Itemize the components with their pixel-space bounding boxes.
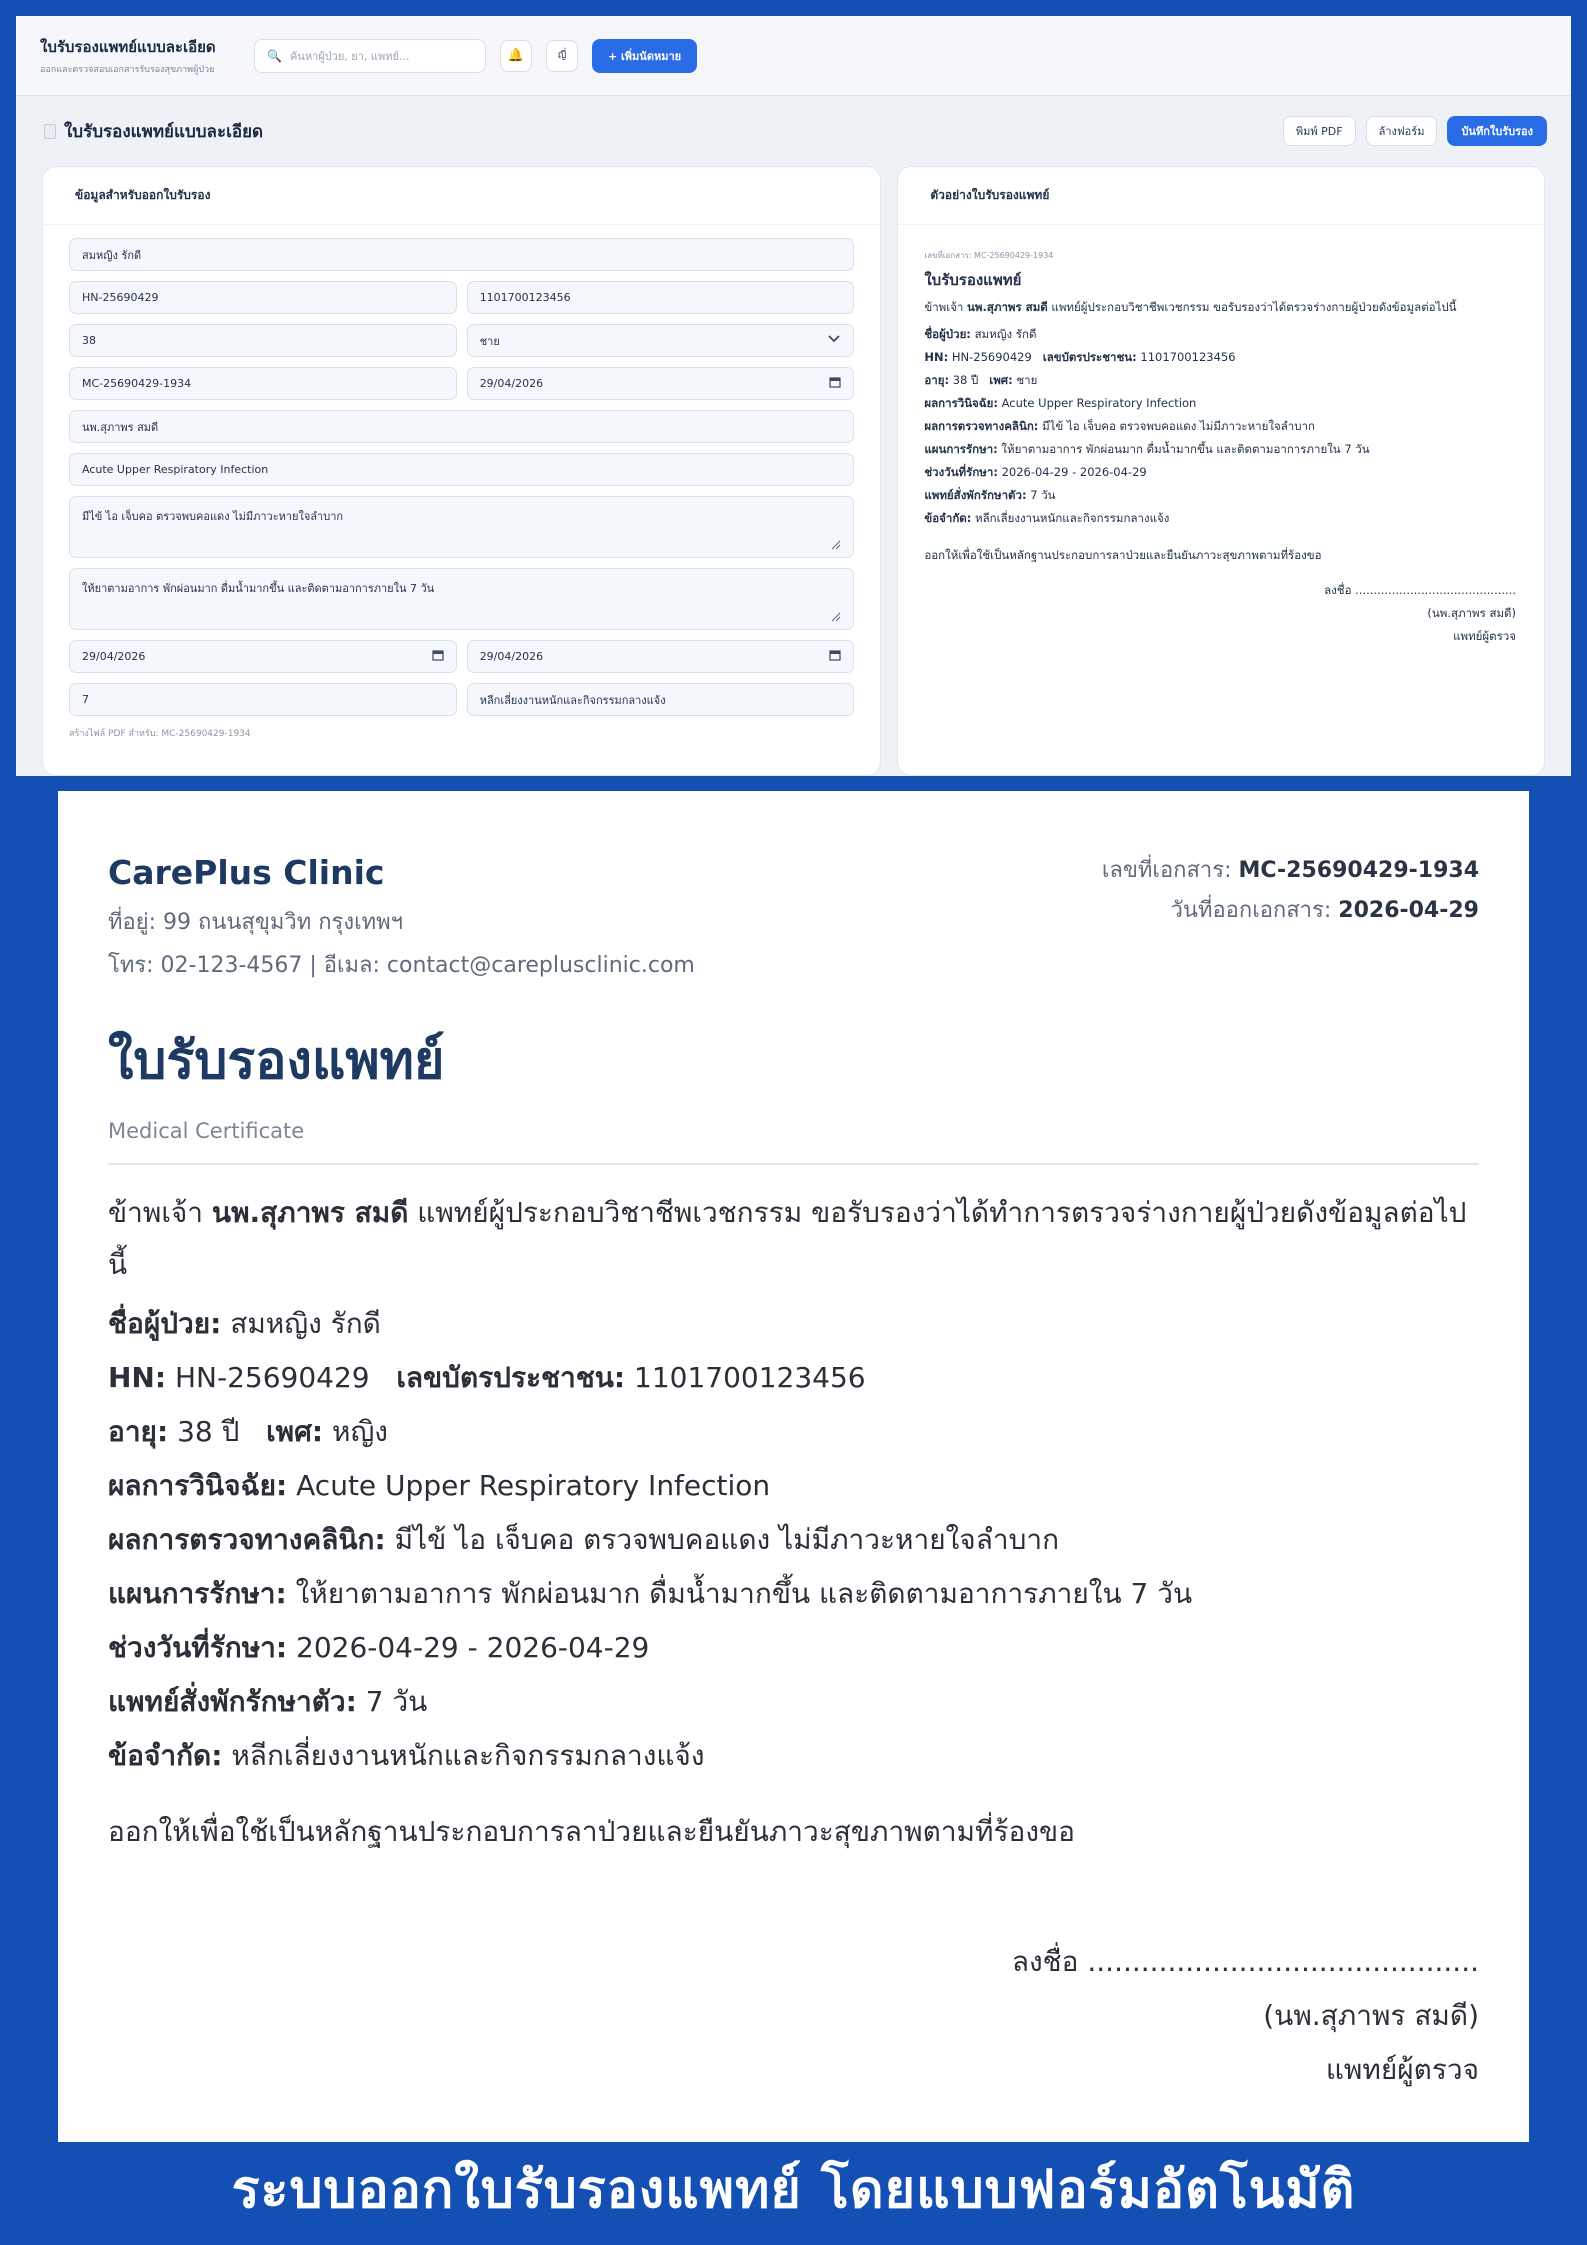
clinical-findings-value: มีไข้ ไอ เจ็บคอ ตรวจพบคอแดง ไม่มีภาวะหายใจลำบาก bbox=[82, 510, 344, 523]
signature-role: แพทย์ผู้ตรวจ bbox=[1325, 2053, 1479, 2086]
doc-number-field[interactable]: MC-25690429-1934 bbox=[69, 367, 457, 400]
issue-date-label: วันที่ออกเอกสาร: bbox=[1170, 898, 1339, 923]
value: มีไข้ ไอ เจ็บคอ ตรวจพบคอแดง ไม่มีภาวะหายใจลำบาก bbox=[394, 1523, 1060, 1556]
certificate-closing: ออกให้เพื่อใช้เป็นหลักฐานประกอบการลาป่วยและยืนยันภาวะสุขภาพตามที่ร้องขอ bbox=[108, 1815, 1075, 1848]
label: ผลการวินิจฉัย: bbox=[924, 396, 998, 410]
gender-select-value: ชาย bbox=[479, 334, 500, 348]
label: แพทย์สั่งพักรักษาตัว: bbox=[108, 1685, 357, 1718]
page-title bbox=[44, 118, 263, 145]
value: HN-25690429 bbox=[174, 1361, 370, 1394]
signature-name: (นพ.สุภาพร สมดี) bbox=[1263, 1999, 1479, 2032]
preview-age-row bbox=[924, 369, 1516, 392]
label: ข้อจำกัด: bbox=[108, 1739, 223, 1772]
findings-row bbox=[108, 1513, 1479, 1567]
preview-hn-row bbox=[924, 346, 1516, 369]
banner-caption: ระบบออกใบรับรองแพทย์ โดยแบบฟอร์มอัตโนมัติ bbox=[231, 2160, 1356, 2220]
issue-date-row bbox=[1102, 891, 1479, 931]
label: HN: bbox=[108, 1361, 167, 1394]
value: 38 ปี bbox=[177, 1415, 240, 1448]
doc-number-label: เลขที่เอกสาร: bbox=[1101, 858, 1239, 883]
document-icon bbox=[44, 124, 56, 139]
diagnosis-field[interactable]: Acute Upper Respiratory Infection bbox=[69, 453, 854, 486]
clinic-address: ที่อยู่: 99 ถนนสุขุมวิท กรุงเทพฯ bbox=[108, 910, 403, 935]
label: อายุ: bbox=[108, 1415, 169, 1448]
preview-body bbox=[898, 225, 1544, 648]
certificate-signature bbox=[108, 1935, 1479, 2097]
search-input[interactable] bbox=[254, 39, 486, 73]
form-body bbox=[43, 225, 880, 740]
calendar-icon[interactable] bbox=[432, 649, 444, 664]
label: ช่วงวันที่รักษา: bbox=[108, 1631, 288, 1664]
label: ชื่อผู้ป่วย: bbox=[924, 327, 971, 341]
plan-row bbox=[108, 1567, 1479, 1621]
new-appointment-button[interactable]: + เพิ่มนัดหมาย bbox=[592, 39, 697, 73]
divider bbox=[108, 1163, 1479, 1165]
value: ให้ยาตามอาการ พักผ่อนมาก ดื่มน้ำมากขึ้น และติดตามอาการภายใน 7 วัน bbox=[295, 1577, 1193, 1610]
calendar-icon[interactable] bbox=[829, 376, 841, 391]
preview-rest-row bbox=[924, 484, 1516, 507]
value: สมหญิง รักดี bbox=[230, 1307, 381, 1340]
clinic-info bbox=[108, 851, 695, 982]
id-card-field[interactable]: 1101700123456 bbox=[467, 281, 855, 314]
clinical-findings-textarea[interactable] bbox=[69, 496, 854, 558]
value: หลีกเลี่ยงงานหนักและกิจกรรมกลางแจ้ง bbox=[975, 511, 1170, 525]
preview-title: ใบรับรองแพทย์ bbox=[924, 271, 1022, 289]
preview-intro bbox=[924, 296, 1516, 319]
period-row bbox=[108, 1621, 1479, 1675]
hn-row bbox=[108, 1351, 1479, 1405]
search-icon: 🔍 bbox=[267, 48, 282, 63]
signature-name: (นพ.สุภาพร สมดี) bbox=[1427, 606, 1516, 620]
intro-a: ข้าพเจ้า bbox=[108, 1196, 212, 1229]
value: 7 วัน bbox=[365, 1685, 428, 1718]
clinic-name: CarePlus Clinic bbox=[108, 853, 385, 892]
panels bbox=[42, 166, 1545, 776]
intro-b: แพทย์ผู้ประกอบวิชาชีพเวชกรรม ขอรับรองว่าได้ทำการตรวจร่างกายผู้ป่วยดังข้อมูลต่อไปนี้ bbox=[108, 1196, 1467, 1281]
start-date-value: 29/04/2026 bbox=[82, 650, 146, 663]
rest-days-field[interactable]: 7 bbox=[69, 683, 457, 716]
value: 2026-04-29 - 2026-04-29 bbox=[296, 1631, 650, 1664]
end-date-field[interactable] bbox=[467, 640, 855, 673]
calendar-icon[interactable] bbox=[829, 649, 841, 664]
hn-field[interactable]: HN-25690429 bbox=[69, 281, 457, 314]
clinic-contact: โทร: 02-123-4567 | อีเมล: contact@careplusclinic.com bbox=[108, 953, 695, 978]
clear-form-button[interactable]: ล้างฟอร์ม bbox=[1366, 116, 1438, 146]
treatment-plan-value: ให้ยาตามอาการ พักผ่อนมาก ดื่มน้ำมากขึ้น และติดตามอาการภายใน 7 วัน bbox=[82, 582, 435, 595]
label: เลขบัตรประชาชน: bbox=[396, 1361, 626, 1394]
doctor-field[interactable]: นพ.สุภาพร สมดี bbox=[69, 410, 854, 443]
label: เพศ: bbox=[989, 373, 1013, 387]
value: HN-25690429 bbox=[951, 350, 1032, 364]
preview-intro-doctor: นพ.สุภาพร สมดี bbox=[967, 300, 1048, 314]
label: แผนการรักษา: bbox=[108, 1577, 287, 1610]
value: 38 ปี bbox=[952, 373, 979, 387]
certificate-title: ใบรับรองแพทย์ bbox=[108, 1031, 445, 1091]
signature-line: ลงชื่อ ............................................ bbox=[1011, 1945, 1479, 1978]
preview-closing: ออกให้เพื่อใช้เป็นหลักฐานประกอบการลาป่วยและยืนยันภาวะสุขภาพตามที่ร้องขอ bbox=[924, 548, 1322, 562]
signature-line: ลงชื่อ ............................................ bbox=[1324, 583, 1516, 597]
resize-handle-icon[interactable] bbox=[831, 540, 841, 553]
app-brand bbox=[40, 35, 240, 76]
chevron-down-icon bbox=[827, 334, 841, 347]
form-panel bbox=[42, 166, 881, 776]
print-pdf-button[interactable]: พิมพ์ PDF bbox=[1283, 116, 1356, 146]
label: อายุ: bbox=[924, 373, 950, 387]
doc-number-row bbox=[1102, 851, 1479, 891]
bell-icon: 🔔 bbox=[507, 48, 525, 63]
end-date-value: 29/04/2026 bbox=[479, 650, 544, 663]
value: Acute Upper Respiratory Infection bbox=[296, 1469, 771, 1502]
page-title-text: ใบรับรองแพทย์แบบละเอียด bbox=[64, 121, 264, 142]
label: ชื่อผู้ป่วย: bbox=[108, 1307, 222, 1340]
preview-panel bbox=[897, 166, 1545, 776]
label: ผลการวินิจฉัย: bbox=[108, 1469, 288, 1502]
value: 7 วัน bbox=[1030, 488, 1056, 502]
diagnosis-row bbox=[108, 1459, 1479, 1513]
app-subtitle: ออกและตรวจสอบเอกสารรับรองสุขภาพผู้ป่วย bbox=[40, 65, 215, 75]
value: Acute Upper Respiratory Infection bbox=[1001, 396, 1197, 410]
label: ผลการตรวจทางคลินิก: bbox=[108, 1523, 386, 1556]
value: ให้ยาตามอาการ พักผ่อนมาก ดื่มน้ำมากขึ้น และติดตามอาการภายใน 7 วัน bbox=[1001, 442, 1370, 456]
patient-name-field[interactable]: สมหญิง รักดี bbox=[69, 238, 854, 271]
app-title: ใบรับรองแพทย์แบบละเอียด bbox=[40, 38, 216, 56]
search-placeholder: ค้นหาผู้ป่วย, ยา, แพทย์... bbox=[289, 49, 410, 63]
age-row bbox=[108, 1405, 1479, 1459]
preview-intro-b: แพทย์ผู้ประกอบวิชาชีพเวชกรรม ขอรับรองว่าได้ตรวจร่างกายผู้ป่วยดังข้อมูลต่อไปนี้ bbox=[1047, 300, 1457, 314]
language-button[interactable] bbox=[546, 40, 578, 72]
certificate-subtitle: Medical Certificate bbox=[108, 1119, 305, 1143]
notification-button[interactable] bbox=[500, 40, 532, 72]
certificate-zoom bbox=[58, 791, 1529, 2142]
signature-role: แพทย์ผู้ตรวจ bbox=[1453, 629, 1516, 643]
preview-diagnosis-row bbox=[924, 392, 1516, 415]
restriction-row bbox=[108, 1729, 1479, 1783]
document-meta bbox=[1102, 851, 1479, 982]
doc-number: MC-25690429-1934 bbox=[1238, 858, 1479, 883]
label: ช่วงวันที่รักษา: bbox=[924, 465, 998, 479]
value: ชาย bbox=[1016, 373, 1038, 387]
issue-date-value: 29/04/2026 bbox=[479, 377, 544, 390]
label: HN: bbox=[924, 350, 949, 364]
form-panel-heading: ข้อมูลสำหรับออกใบรับรอง bbox=[43, 167, 880, 225]
label: ผลการตรวจทางคลินิก: bbox=[924, 419, 1039, 433]
preview-panel-heading: ตัวอย่างใบรับรองแพทย์ bbox=[898, 167, 1544, 225]
start-date-field[interactable] bbox=[69, 640, 457, 673]
preview-patient-name-row bbox=[924, 323, 1516, 346]
certificate-body bbox=[108, 1187, 1479, 2097]
preview-signature bbox=[924, 579, 1516, 648]
page-header bbox=[16, 96, 1571, 166]
value: สมหญิง รักดี bbox=[974, 327, 1037, 341]
resize-handle-icon[interactable] bbox=[831, 612, 841, 625]
label: เลขบัตรประชาชน: bbox=[1042, 350, 1137, 364]
certificate-intro bbox=[108, 1187, 1479, 1291]
certificate-header bbox=[108, 851, 1479, 982]
preview-plan-row bbox=[924, 438, 1516, 461]
value: 1101700123456 bbox=[1140, 350, 1236, 364]
issue-date-field[interactable] bbox=[467, 367, 855, 400]
gender-select[interactable] bbox=[467, 324, 855, 357]
preview-findings-row bbox=[924, 415, 1516, 438]
language-label: ญี่ bbox=[557, 50, 567, 61]
value: หญิง bbox=[331, 1415, 388, 1448]
preview-restriction-row bbox=[924, 507, 1516, 530]
rest-row bbox=[108, 1675, 1479, 1729]
app-screenshot bbox=[16, 16, 1571, 776]
intro-doctor: นพ.สุภาพร สมดี bbox=[211, 1196, 409, 1229]
label: แพทย์สั่งพักรักษาตัว: bbox=[924, 488, 1027, 502]
label: แผนการรักษา: bbox=[924, 442, 998, 456]
pdf-note: สร้างไฟล์ PDF สำหรับ: MC-25690429-1934 bbox=[69, 729, 251, 739]
value: 1101700123456 bbox=[634, 1361, 866, 1394]
issue-date: 2026-04-29 bbox=[1338, 898, 1479, 923]
value: 2026-04-29 - 2026-04-29 bbox=[1001, 465, 1147, 479]
top-bar bbox=[16, 16, 1571, 96]
preview-intro-a: ข้าพเจ้า bbox=[924, 300, 968, 314]
preview-period-row bbox=[924, 461, 1516, 484]
restrictions-field[interactable]: หลีกเลี่ยงงานหนักและกิจกรรมกลางแจ้ง bbox=[467, 683, 855, 716]
label: ข้อจำกัด: bbox=[924, 511, 972, 525]
label: เพศ: bbox=[266, 1415, 324, 1448]
treatment-plan-textarea[interactable] bbox=[69, 568, 854, 630]
value: หลีกเลี่ยงงานหนักและกิจกรรมกลางแจ้ง bbox=[231, 1739, 705, 1772]
preview-doc-number: เลขที่เอกสาร: MC-25690429-1934 bbox=[924, 251, 1054, 260]
patient-name-row bbox=[108, 1297, 1479, 1351]
age-field[interactable]: 38 bbox=[69, 324, 457, 357]
page-actions bbox=[1283, 116, 1547, 146]
save-certificate-button[interactable]: บันทึกใบรับรอง bbox=[1447, 116, 1547, 146]
value: มีไข้ ไอ เจ็บคอ ตรวจพบคอแดง ไม่มีภาวะหายใจลำบาก bbox=[1042, 419, 1315, 433]
